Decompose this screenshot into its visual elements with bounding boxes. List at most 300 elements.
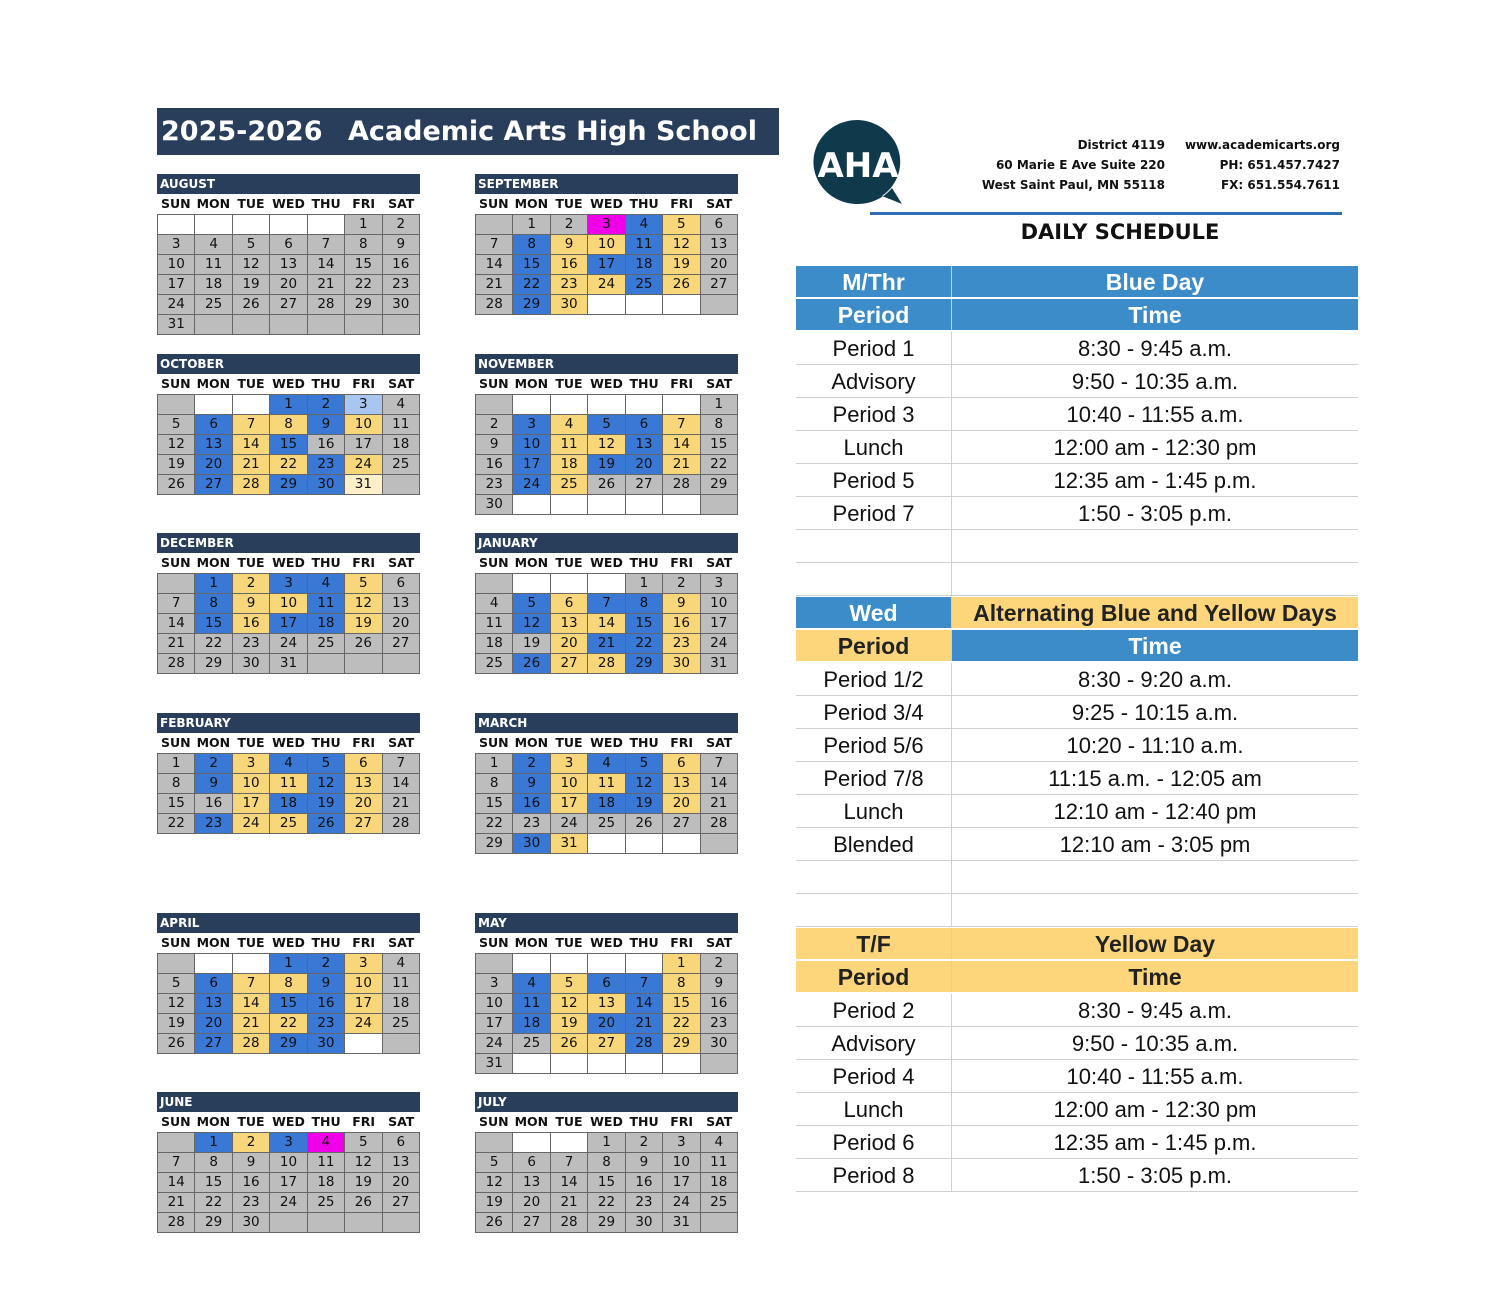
weekday-label: FRI [352, 1114, 376, 1129]
day-cell: 22 [195, 1193, 232, 1213]
day-cell: 16 [383, 255, 420, 275]
day-cell: 21 [158, 1193, 195, 1213]
weekday-header [157, 553, 420, 573]
wednesday-schedule [796, 597, 1358, 927]
day-cell [701, 295, 738, 315]
day-grid [475, 394, 738, 515]
day-cell [270, 215, 307, 235]
day-cell [513, 495, 550, 515]
day-cell: 17 [270, 614, 307, 634]
day-cell: 11 [308, 1153, 345, 1173]
day-cell: 14 [158, 614, 195, 634]
day-cell: 4 [588, 754, 625, 774]
schedule-row [796, 497, 1358, 530]
weekday-label: WED [272, 935, 305, 950]
day-cell: 31 [663, 1213, 700, 1233]
day-cell: 19 [551, 1014, 588, 1034]
day-cell: 27 [513, 1213, 550, 1233]
weekday-label: THU [629, 376, 659, 391]
day-cell: 20 [195, 1014, 232, 1034]
time-header: Time [952, 961, 1358, 992]
day-cell: 4 [551, 415, 588, 435]
day-cell: 26 [158, 475, 195, 495]
weekday-label: SUN [160, 376, 191, 391]
day-cell: 9 [383, 235, 420, 255]
day-cell: 19 [158, 1014, 195, 1034]
day-cell: 17 [513, 455, 550, 475]
weekday-header [157, 933, 420, 953]
weekday-label: SUN [478, 935, 509, 950]
day-cell: 4 [476, 594, 513, 614]
day-cell: 30 [308, 475, 345, 495]
day-cell: 13 [345, 774, 382, 794]
day-cell: 11 [551, 435, 588, 455]
weekday-header [157, 1112, 420, 1132]
weekday-label: MON [196, 1114, 231, 1129]
time-cell: 11:15 a.m. - 12:05 am [1048, 766, 1262, 791]
day-cell [701, 1054, 738, 1074]
day-cell [626, 954, 663, 974]
day-grid [157, 573, 420, 674]
day-cell [308, 215, 345, 235]
day-cell: 10 [270, 1153, 307, 1173]
month-name: JANUARY [475, 533, 738, 553]
weekday-label: TUE [237, 1114, 265, 1129]
day-cell: 18 [476, 634, 513, 654]
day-cell: 29 [345, 295, 382, 315]
day-cell: 5 [158, 415, 195, 435]
day-cell [308, 315, 345, 335]
schedule-row [796, 1060, 1358, 1093]
day-cell [701, 834, 738, 854]
day-cell [588, 495, 625, 515]
weekday-label: MON [196, 196, 231, 211]
day-cell [551, 495, 588, 515]
weekday-label: MON [196, 935, 231, 950]
weekday-header [475, 553, 738, 573]
day-cell: 14 [551, 1173, 588, 1193]
month-name: JUNE [157, 1092, 420, 1112]
time-cell: 12:10 am - 3:05 pm [1059, 832, 1251, 857]
weekday-label: MON [514, 735, 549, 750]
weekday-label: FRI [670, 376, 694, 391]
day-cell: 9 [513, 774, 550, 794]
day-cell: 29 [701, 475, 738, 495]
weekday-header [475, 733, 738, 753]
day-cell: 13 [195, 994, 232, 1014]
day-cell [588, 574, 625, 594]
day-cell: 3 [270, 574, 307, 594]
day-cell [383, 315, 420, 335]
weekday-label: SAT [388, 1114, 415, 1129]
blank-row [796, 530, 1358, 563]
day-cell [195, 954, 232, 974]
day-cell: 21 [158, 634, 195, 654]
month-calendar [475, 1092, 738, 1233]
day-cell [626, 495, 663, 515]
weekday-label: THU [311, 735, 341, 750]
day-cell: 30 [626, 1213, 663, 1233]
day-cell: 23 [383, 275, 420, 295]
schedule-row [796, 663, 1358, 696]
website-link[interactable]: www.academicarts.org [1184, 138, 1340, 152]
day-cell: 26 [345, 634, 382, 654]
weekday-label: WED [272, 735, 305, 750]
day-cell [233, 215, 270, 235]
day-cell: 23 [233, 634, 270, 654]
day-cell: 17 [476, 1014, 513, 1034]
day-cell: 11 [588, 774, 625, 794]
day-cell: 20 [663, 794, 700, 814]
time-cell: 12:10 am - 12:40 pm [1053, 799, 1257, 824]
day-cell: 18 [308, 614, 345, 634]
day-cell: 14 [308, 255, 345, 275]
day-cell: 23 [701, 1014, 738, 1034]
day-cell: 5 [308, 754, 345, 774]
day-cell: 30 [701, 1034, 738, 1054]
blank-row [796, 894, 1358, 927]
day-cell: 24 [476, 1034, 513, 1054]
day-cell: 20 [626, 455, 663, 475]
day-grid [157, 753, 420, 834]
day-cell: 24 [663, 1193, 700, 1213]
day-cell: 13 [701, 235, 738, 255]
day-cell: 6 [195, 974, 232, 994]
day-cell: 13 [383, 1153, 420, 1173]
day-cell: 23 [233, 1193, 270, 1213]
weekday-header [475, 933, 738, 953]
day-cell [513, 395, 550, 415]
weekday-label: MON [196, 376, 231, 391]
weekday-label: TUE [237, 935, 265, 950]
day-cell: 10 [663, 1153, 700, 1173]
period-cell: Period 7 [796, 497, 952, 529]
weekday-label: WED [590, 196, 623, 211]
day-cell: 8 [588, 1153, 625, 1173]
yellow-day-schedule [796, 928, 1358, 1192]
day-cell: 15 [345, 255, 382, 275]
day-cell [308, 1213, 345, 1233]
day-cell: 27 [345, 814, 382, 834]
day-cell: 4 [701, 1133, 738, 1153]
day-cell: 18 [308, 1173, 345, 1193]
weekday-label: SUN [160, 196, 191, 211]
period-cell: Lunch [796, 795, 952, 827]
day-cell: 6 [513, 1153, 550, 1173]
fax: FX: 651.554.7611 [1220, 178, 1340, 192]
day-cell [588, 295, 625, 315]
day-cell: 25 [383, 455, 420, 475]
day-cell: 10 [345, 974, 382, 994]
weekday-label: TUE [237, 555, 265, 570]
period-cell: Period 7/8 [796, 762, 952, 794]
day-cell [158, 395, 195, 415]
day-cell: 10 [513, 435, 550, 455]
weekday-label: SAT [388, 555, 415, 570]
day-cell: 12 [551, 994, 588, 1014]
day-cell: 29 [195, 654, 232, 674]
time-cell: 12:00 am - 12:30 pm [1053, 1097, 1257, 1122]
day-cell: 5 [551, 974, 588, 994]
aha-logo [812, 118, 904, 208]
day-cell: 21 [551, 1193, 588, 1213]
weekday-label: TUE [555, 1114, 583, 1129]
month-name: MAY [475, 913, 738, 933]
weekday-label: SUN [478, 555, 509, 570]
month-name: FEBRUARY [157, 713, 420, 733]
day-cell: 4 [513, 974, 550, 994]
time-header: Time [952, 299, 1358, 330]
day-cell: 10 [270, 594, 307, 614]
day-cell: 30 [308, 1034, 345, 1054]
day-cell: 26 [476, 1213, 513, 1233]
day-cell: 27 [195, 1034, 232, 1054]
day-grid [157, 953, 420, 1054]
weekday-label: SUN [478, 376, 509, 391]
daily-schedule-title: DAILY SCHEDULE [1020, 220, 1220, 244]
day-cell: 15 [513, 255, 550, 275]
day-cell: 2 [308, 395, 345, 415]
day-cell [476, 954, 513, 974]
time-cell: 9:50 - 10:35 a.m. [1071, 369, 1239, 394]
day-cell: 11 [383, 415, 420, 435]
day-cell [663, 395, 700, 415]
city-state-zip: West Saint Paul, MN 55118 [981, 178, 1165, 192]
day-cell: 2 [513, 754, 550, 774]
day-cell: 24 [270, 634, 307, 654]
weekday-header [157, 733, 420, 753]
weekday-header [475, 1112, 738, 1132]
day-cell: 13 [513, 1173, 550, 1193]
weekday-header [475, 374, 738, 394]
weekday-label: WED [272, 555, 305, 570]
day-cell: 27 [270, 295, 307, 315]
day-cell: 16 [513, 794, 550, 814]
day-cell: 9 [233, 1153, 270, 1173]
day-cell: 28 [551, 1213, 588, 1233]
day-cell: 21 [476, 275, 513, 295]
period-cell: Period 4 [796, 1060, 952, 1092]
day-cell: 18 [513, 1014, 550, 1034]
day-cell: 5 [233, 235, 270, 255]
blue-day-schedule [796, 266, 1358, 596]
day-cell: 15 [270, 994, 307, 1014]
day-cell: 12 [476, 1173, 513, 1193]
day-cell: 22 [513, 275, 550, 295]
day-cell: 30 [476, 495, 513, 515]
time-cell: 8:30 - 9:45 a.m. [1077, 998, 1233, 1023]
weekday-label: FRI [352, 376, 376, 391]
day-cell: 1 [345, 215, 382, 235]
day-cell: 6 [383, 574, 420, 594]
period-cell: Lunch [796, 1093, 952, 1125]
day-grid [475, 214, 738, 315]
time-cell: 10:40 - 11:55 a.m. [1066, 402, 1244, 427]
time-cell: 12:35 am - 1:45 p.m. [1053, 468, 1257, 493]
month-calendar [157, 174, 420, 335]
day-cell: 11 [701, 1153, 738, 1173]
day-cell: 31 [345, 475, 382, 495]
day-cell: 8 [345, 235, 382, 255]
day-cell: 19 [626, 794, 663, 814]
weekday-label: SAT [706, 735, 733, 750]
day-cell: 23 [308, 455, 345, 475]
month-name: DECEMBER [157, 533, 420, 553]
day-cell [270, 1213, 307, 1233]
day-cell: 3 [345, 395, 382, 415]
day-cell [626, 834, 663, 854]
day-cell: 13 [551, 614, 588, 634]
weekday-label: TUE [555, 935, 583, 950]
day-cell: 16 [308, 435, 345, 455]
schedule-row [796, 696, 1358, 729]
day-cell: 11 [626, 235, 663, 255]
day-cell [663, 1054, 700, 1074]
day-grid [475, 1132, 738, 1233]
day-grid [475, 753, 738, 854]
day-cell: 16 [626, 1173, 663, 1193]
day-cell [195, 395, 232, 415]
day-cell: 16 [195, 794, 232, 814]
day-cell: 20 [383, 614, 420, 634]
day-cell: 17 [345, 435, 382, 455]
day-cell: 31 [701, 654, 738, 674]
day-cell [345, 1213, 382, 1233]
day-cell: 3 [588, 215, 625, 235]
weekday-label: THU [311, 196, 341, 211]
day-label: M/Thr [796, 266, 952, 297]
weekday-label: TUE [555, 196, 583, 211]
day-cell: 10 [233, 774, 270, 794]
day-cell: 17 [270, 1173, 307, 1193]
weekday-label: SAT [706, 935, 733, 950]
day-cell [476, 395, 513, 415]
day-cell: 26 [308, 814, 345, 834]
day-cell [308, 654, 345, 674]
day-cell: 25 [308, 634, 345, 654]
day-cell: 21 [233, 1014, 270, 1034]
time-cell: 9:50 - 10:35 a.m. [1071, 1031, 1239, 1056]
weekday-header [475, 194, 738, 214]
day-cell: 15 [701, 435, 738, 455]
day-cell: 23 [476, 475, 513, 495]
day-cell [626, 1054, 663, 1074]
day-grid [475, 953, 738, 1074]
day-cell: 30 [663, 654, 700, 674]
day-cell: 18 [701, 1173, 738, 1193]
day-cell [195, 315, 232, 335]
time-header: Time [952, 630, 1358, 661]
weekday-label: SAT [706, 196, 733, 211]
day-cell: 18 [195, 275, 232, 295]
day-cell: 26 [551, 1034, 588, 1054]
day-cell: 17 [158, 275, 195, 295]
weekday-label: SUN [160, 1114, 191, 1129]
day-cell [551, 1133, 588, 1153]
day-cell: 7 [663, 415, 700, 435]
header-divider [870, 212, 1342, 215]
day-cell: 3 [158, 235, 195, 255]
day-cell: 16 [701, 994, 738, 1014]
day-cell: 1 [158, 754, 195, 774]
day-cell: 11 [476, 614, 513, 634]
weekday-label: MON [514, 376, 549, 391]
day-cell: 28 [308, 295, 345, 315]
schedule-row [796, 828, 1358, 861]
day-cell: 18 [626, 255, 663, 275]
day-title: Blue Day [952, 266, 1358, 297]
day-cell: 22 [626, 634, 663, 654]
day-cell: 13 [383, 594, 420, 614]
day-cell: 20 [345, 794, 382, 814]
period-cell: Period 8 [796, 1159, 952, 1191]
day-cell: 25 [308, 1193, 345, 1213]
day-cell: 25 [383, 1014, 420, 1034]
day-cell: 12 [513, 614, 550, 634]
day-cell: 15 [626, 614, 663, 634]
day-cell: 20 [270, 275, 307, 295]
day-cell: 19 [513, 634, 550, 654]
day-cell: 30 [383, 295, 420, 315]
month-calendar [157, 1092, 420, 1233]
day-cell [663, 495, 700, 515]
day-cell: 25 [551, 475, 588, 495]
day-cell: 8 [476, 774, 513, 794]
day-cell: 6 [626, 415, 663, 435]
day-cell: 13 [588, 994, 625, 1014]
day-cell [551, 1054, 588, 1074]
day-cell: 31 [158, 315, 195, 335]
day-cell: 14 [626, 994, 663, 1014]
day-cell: 4 [270, 754, 307, 774]
day-cell [513, 954, 550, 974]
day-cell: 19 [233, 275, 270, 295]
day-cell: 17 [233, 794, 270, 814]
day-cell [701, 1213, 738, 1233]
day-cell: 1 [663, 954, 700, 974]
day-cell: 24 [345, 455, 382, 475]
day-cell: 19 [588, 455, 625, 475]
day-cell: 15 [270, 435, 307, 455]
day-grid [157, 394, 420, 495]
day-cell [513, 1133, 550, 1153]
day-cell: 2 [233, 574, 270, 594]
day-cell: 7 [551, 1153, 588, 1173]
day-cell: 9 [551, 235, 588, 255]
day-cell: 26 [588, 475, 625, 495]
day-cell: 22 [270, 455, 307, 475]
day-cell: 7 [158, 1153, 195, 1173]
day-cell: 16 [476, 455, 513, 475]
day-cell: 6 [701, 215, 738, 235]
day-grid [157, 214, 420, 335]
day-cell: 20 [513, 1193, 550, 1213]
day-cell: 28 [626, 1034, 663, 1054]
day-cell: 27 [626, 475, 663, 495]
weekday-label: WED [590, 735, 623, 750]
weekday-label: SAT [706, 376, 733, 391]
day-cell: 7 [233, 415, 270, 435]
day-cell: 27 [588, 1034, 625, 1054]
day-cell: 29 [626, 654, 663, 674]
weekday-label: SUN [478, 735, 509, 750]
day-cell: 20 [383, 1173, 420, 1193]
day-cell: 17 [551, 794, 588, 814]
day-cell: 6 [195, 415, 232, 435]
day-cell: 28 [158, 654, 195, 674]
day-cell [233, 395, 270, 415]
day-cell: 8 [195, 594, 232, 614]
